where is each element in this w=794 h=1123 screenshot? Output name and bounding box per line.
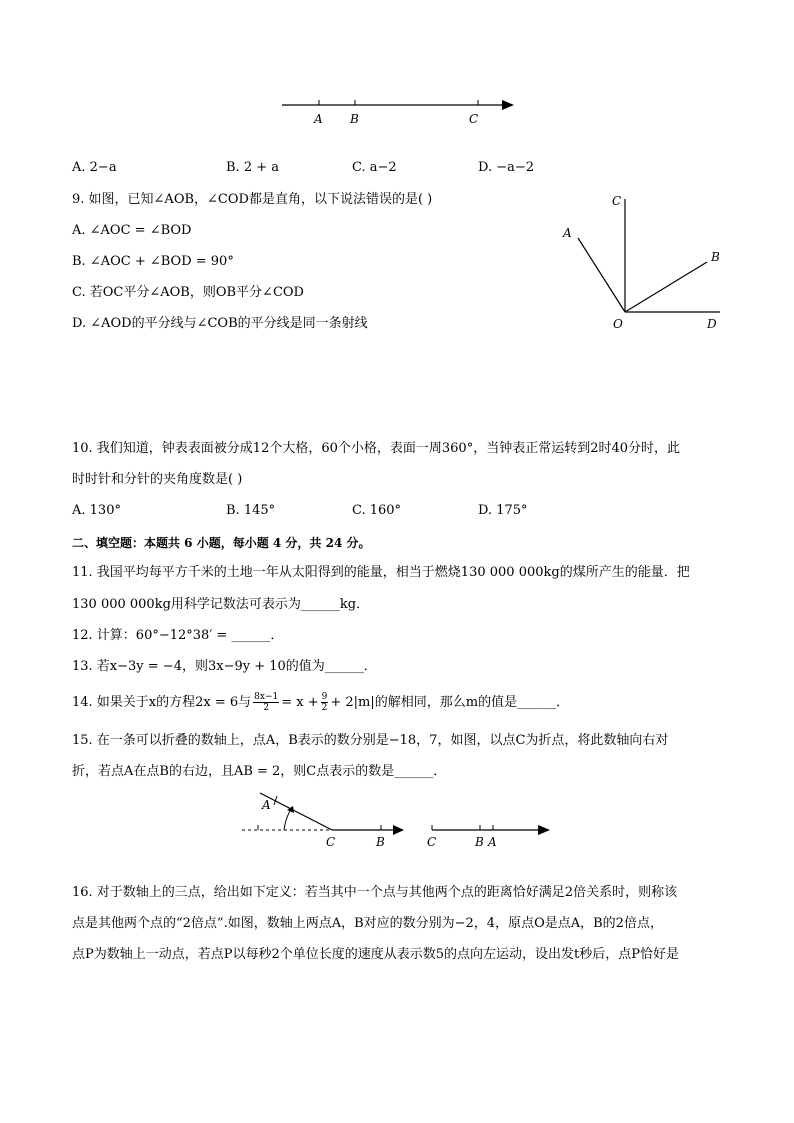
q16-line-2: 点是其他两个点的“2倍点”.如图，数轴上两点A，B对应的数分别为−2，4，原点O是点A，B的2倍点， — [72, 916, 663, 931]
q14-post: + 2|m|的解相同，那么m的值是______． — [330, 694, 570, 710]
label-b: B — [350, 112, 359, 126]
q9-option-b[interactable]: B. ∠AOC + ∠BOD = 90° — [72, 254, 234, 269]
q9-option-a[interactable]: A. ∠AOC = ∠BOD — [72, 223, 192, 238]
q10-option-d[interactable]: D. 175° — [478, 503, 528, 518]
q12-text: 12. 计算：60°−12°38′ = ______． — [72, 628, 284, 643]
label-c: C — [469, 112, 479, 126]
q15-result-figure — [424, 818, 556, 852]
q14-fraction-1 — [253, 692, 279, 713]
label-a: A — [563, 226, 572, 240]
q14-frac2-num: 9 — [321, 692, 328, 702]
q10-line-1: 10. 我们知道，钟表表面被分成12个大格，60个小格，表面一周360°，当钟表正常运转到2时40分时，此 — [72, 441, 681, 456]
ray-oa — [578, 238, 625, 312]
axis-arrow — [538, 825, 550, 835]
q16-line-3: 点P为数轴上一动点，若点P以每秒2个单位长度的速度从表示数5的点向左运动，设出发t秒后，点P恰好是 — [72, 947, 680, 962]
label-b: B — [711, 250, 720, 264]
label-a: A — [262, 798, 271, 812]
ray-ob — [625, 262, 707, 312]
q11-line-1: 11. 我国平均每平方千米的土地一年从太阳得到的能量，相当于燃烧130 000 000kg的煤所产生的能量．把 — [72, 565, 690, 580]
q9-stem: 9. 如图，已知∠AOB，∠COD都是直角，以下说法错误的是( ) — [72, 192, 433, 207]
q8-option-a[interactable]: A. 2−a — [72, 160, 117, 175]
q14-mid: = x + — [281, 694, 319, 710]
q14-pre: 14. 如果关于x的方程2x = 6与 — [72, 694, 252, 710]
section-2-heading: 二、填空题：本题共 6 小题，每小题 4 分，共 24 分。 — [72, 536, 371, 550]
q8-option-b[interactable]: B. 2 + a — [226, 160, 279, 175]
q13-text: 13. 若x−3y = −4，则3x−9y + 10的值为______． — [72, 659, 377, 674]
q9-angle-figure — [556, 188, 732, 334]
q9-option-d[interactable]: D. ∠AOD的平分线与∠COB的平分线是同一条射线 — [72, 316, 368, 331]
q14-fraction-2 — [321, 692, 329, 713]
q10-option-c[interactable]: C. 160° — [352, 503, 402, 518]
q14-text — [72, 692, 569, 713]
label-a: A — [488, 835, 497, 849]
label-b: B — [376, 835, 385, 849]
q14-frac1-num: 8x−1 — [254, 692, 279, 702]
label-o: O — [613, 317, 623, 331]
q10-line-2: 时时针和分针的夹角度数是( ) — [72, 472, 243, 487]
q8-option-d[interactable]: D. −a−2 — [478, 160, 535, 175]
label-c: C — [612, 194, 622, 208]
label-d: D — [707, 317, 717, 331]
q16-line-1: 16. 对于数轴上的三点，给出如下定义：若当其中一个点与其他两个点的距离恰好满足2倍关系时，则称该 — [72, 885, 678, 900]
label-a: A — [314, 112, 323, 126]
q10-option-a[interactable]: A. 130° — [72, 503, 121, 518]
label-b: B — [475, 835, 484, 849]
q8-option-c[interactable]: C. a−2 — [352, 160, 397, 175]
q9-option-c[interactable]: C. 若OC平分∠AOB，则OB平分∠COD — [72, 285, 304, 300]
folded-segment — [260, 793, 332, 830]
q15-line-1: 15. 在一条可以折叠的数轴上，点A，B表示的数分别是−18，7，如图，以点C为折点，将此数轴向右对 — [72, 733, 669, 748]
q11-line-2: 130 000 000kg用科学记数法可表示为______kg． — [72, 597, 370, 612]
axis-arrow — [502, 100, 514, 110]
label-c: C — [427, 835, 437, 849]
label-c: C — [326, 835, 336, 849]
q10-option-b[interactable]: B. 145° — [226, 503, 276, 518]
axis-arrow — [393, 825, 404, 835]
q15-fold-figure — [236, 786, 416, 852]
q14-frac1-den: 2 — [263, 703, 270, 713]
q14-frac2-den: 2 — [321, 703, 328, 713]
q8-number-line-figure — [276, 94, 520, 130]
q15-line-2: 折，若点A在点B的右边，且AB = 2，则C点表示的数是______． — [72, 764, 447, 779]
